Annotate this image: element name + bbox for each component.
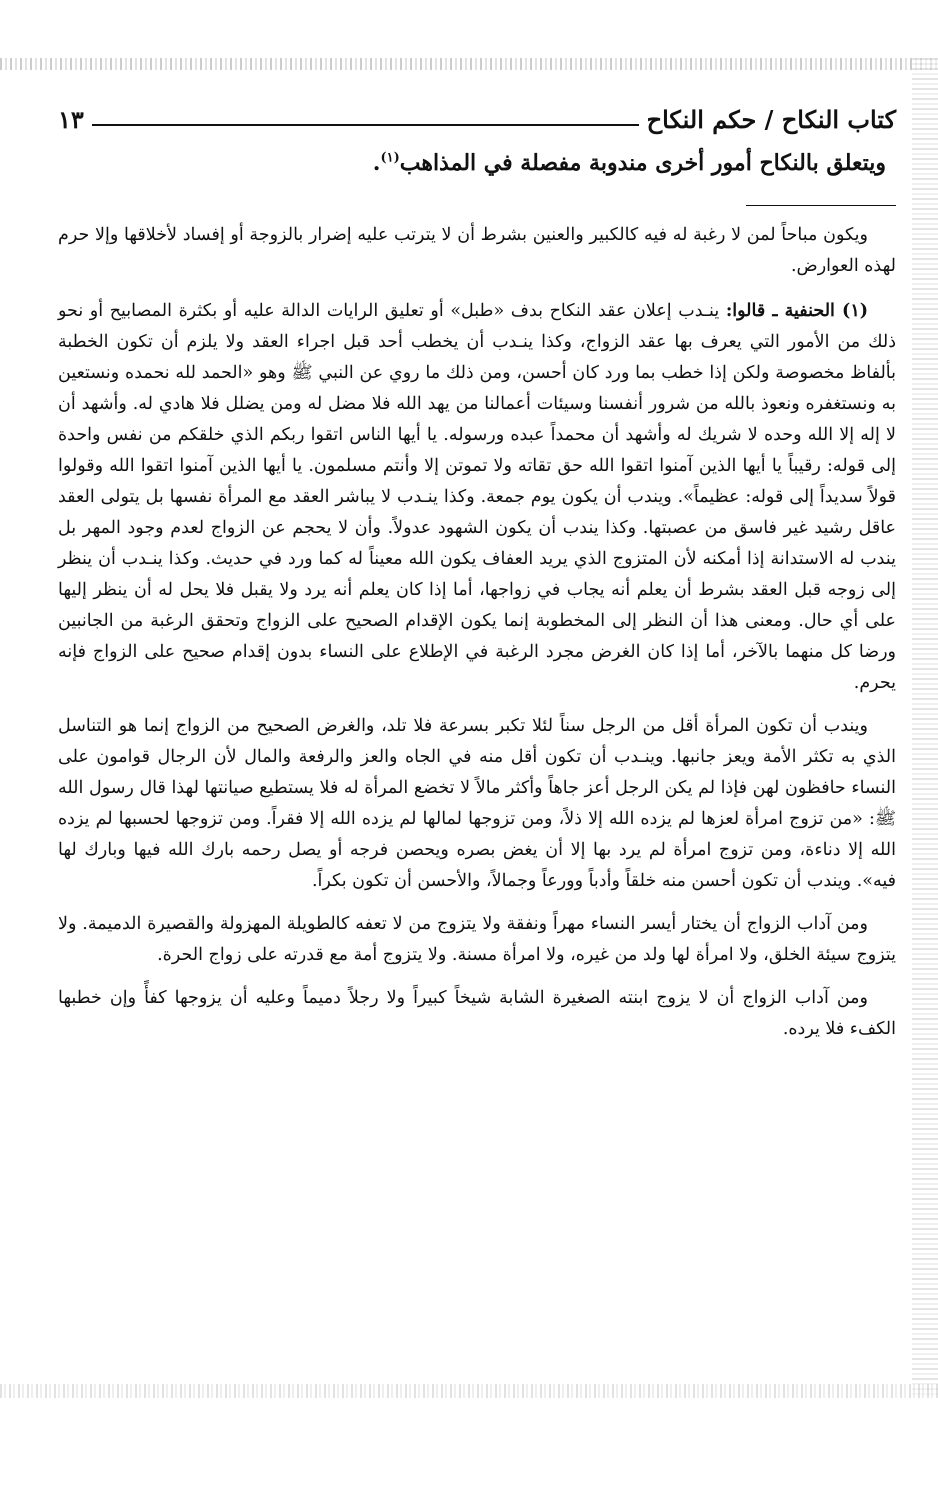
main-text-end: . <box>372 150 381 176</box>
page-number: ١٣ <box>58 105 84 134</box>
decorative-border-top <box>0 58 938 70</box>
book-page <box>58 70 896 1384</box>
main-text <box>118 150 886 176</box>
decorative-border-right <box>912 58 938 1398</box>
header-rule <box>92 124 639 126</box>
paragraph-5: ومن آداب الزواج أن لا يزوج ابنته الصغيرة الشابة شيخاً كبيراً ولا رجلاً دميماً وعليه أن يزوجها كفأً وإن خطبها الكفء فلا يرده. <box>58 988 896 1039</box>
footnote-lead: (١) الحنفية ـ قالوا: <box>725 301 868 321</box>
footnote-separator <box>746 205 896 206</box>
page-header <box>58 94 896 134</box>
paragraph-4: ومن آداب الزواج أن يختار أيسر النساء مهراً ونفقة ولا يتزوج من لا تعفه كالطويلة المهزولة والقصيرة الدميمة. ولا يتزوج سيئة الخلق، ولا امرأة لها ولد من غيره، ولا امرأة مسنة. ولا يتزوج أمة مع قدرته على زواج الحرة. <box>58 914 896 965</box>
main-text-body: ويتعلق بالنكاح أمور أخرى مندوبة مفصلة في المذاهب <box>399 150 886 176</box>
footnote-marker: (١) <box>380 150 400 166</box>
paragraph-3: ويندب أن تكون المرأة أقل من الرجل سناً لئلا تكبر بسرعة فلا تلد، والغرض الصحيح من الزواج إنما هو التناسل الذي به تكثر الأمة ويعز جانبها. وينـدب أن تكون أقل منه في الجاه والعز والرفعة والمال لأن الرجال قوامون على النساء حافظون لهن فإذا لم يكن الرجل أعز جاهاً وأكثر مالاً لا تخضع المرأة له فلا يستطيع صيانتها لهذا قال رسول الله ﷺ: «من تزوج امرأة لعزها لم يزده الله إلا ذلاً، ومن تزوجها لمالها لم يزده الله إلا فقراً. ومن تزوجها لحسبها لم يزده الله إلا دناءة، ومن تزوج امرأة لم يرد بها إلا أن يغض بصره ويحصن فرجه أو يصل رحمه بارك الله فيها وبارك لها فيه». ويندب أن تكون أحسن منه خلقاً وأدباً وورعاً وجمالاً، والأحسن أن تكون بكراً. <box>58 716 896 891</box>
footnote-body <box>58 220 896 1057</box>
paragraph-2-text: ينـدب إعلان عقد النكاح بدف «طبل» أو تعليق الرايات الدالة عليه أو بكثرة المصابيح أو نحو ذلك من الأمور التي يعرف بها عقد الزواج، وكذا ينـدب أن يخطب أحد قبل اجراء العقد ولا يلزم أن تكون الخطبة بألفاظ مخصوصة ولكن إذا خطب بما ورد كان أحسن، ومن ذلك ما روي عن النبي ﷺ وهو «الحمد لله نحمده ونستعين به ونستغفره ونعوذ بالله من شرور أنفسنا وسيئات أعمالنا من يهد الله فلا مضل له ومن يضلل فلا هادي له. وأشهد أن لا إله إلا الله وحده لا شريك له وأشهد أن محمداً عبده ورسوله. يا أيها الناس اتقوا ربكم الذي خلقكم من نفس واحدة إلى قوله: رقيباً يا أيها الذين آمنوا اتقوا الله حق تقاته ولا تموتن إلا وأنتم مسلمون. يا أيها الذين آمنوا اتقوا الله وقولوا قولاً سديداً إلى قوله: عظيماً». ويندب أن يكون يوم جمعة. وكذا ينـدب لا يباشر العقد مع المرأة نفسها بل يتولى العقد عاقل رشيد غير فاسق من عصبتها. وكذا يندب أن يكون الشهود عدولاً. وأن لا يحجم عن الزواج لعدم وجود المهر بل يندب له الاستدانة إذا أمكنه لأن المتزوج الذي يريد العفاف يكون الله معيناً له كما ورد في حديث. وكذا ينـدب أن ينظر إلى زوجه قبل العقد بشرط أن يعلم أنه يجاب في زواجها، أما إذا كان يعلم أنه يرد ولا يقبل فلا يحل له أن ينظر إليها على أي حال. ومعنى هذا أن النظر إلى المخطوبة إنما يكون الإقدام الصحيح على الزواج وتحقق الرغبة من الجانبين ورضا كل منهما بالآخر، أما إذا كان الغرض مجرد الرغبة في الإطلاع على النساء بدون إقدام صحيح على الزواج فإنه يحرم. <box>58 301 896 693</box>
paragraph-2 <box>58 296 896 699</box>
running-title: كتاب النكاح / حكم النكاح <box>646 105 896 134</box>
paragraph-1: ويكون مباحاً لمن لا رغبة له فيه كالكبير والعنين بشرط أن لا يترتب عليه إضرار بالزوجة أو إفساد لأخلاقها وإلا حرم لهذه العوارض. <box>58 225 896 276</box>
decorative-border-bottom <box>0 1384 938 1398</box>
